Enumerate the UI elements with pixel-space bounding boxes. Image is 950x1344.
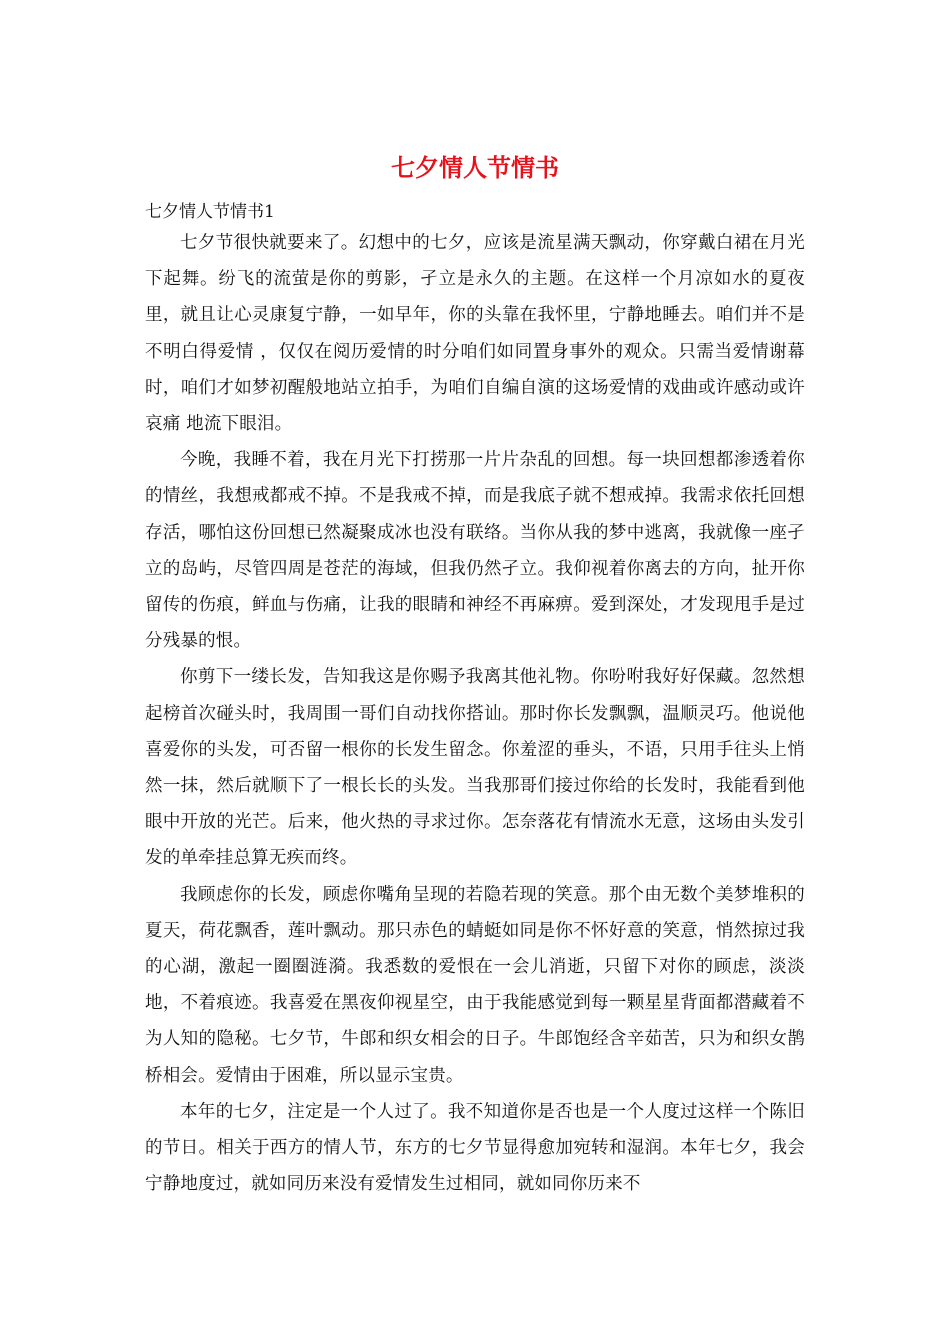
paragraph-5: 本年的七夕，注定是一个人过了。我不知道你是否也是一个人度过这样一个陈旧的节日。相关于西方的情人节，东方的七夕节显得愈加宛转和湿润。本年七夕，我会宁静地度过，就如同历来没有爱情发生过相同，就如同你历来不 <box>145 1101 805 1195</box>
body-text <box>145 225 805 1202</box>
document-title: 七夕情人节情书 <box>391 153 559 182</box>
paragraph-2: 今晚，我睡不着，我在月光下打捞那一片片杂乱的回想。每一块回想都渗透着你的情丝，我想戒都戒不掉。不是我戒不掉，而是我底子就不想戒掉。我需求依托回想存活，哪怕这份回想已然凝聚成冰也没有联络。当你从我的梦中逃离，我就像一座孑立的岛屿，尽管四周是苍茫的海域，但我仍然孑立。我仰视着你离去的方向，扯开你留传的伤痕，鲜血与伤痛，让我的眼睛和神经不再麻痹。爱到深处，才发现甩手是过分残暴的恨。 <box>145 450 805 652</box>
paragraph-1: 七夕节很快就要来了。幻想中的七夕，应该是流星满天飘动，你穿戴白裙在月光下起舞。纷飞的流萤是你的剪影，孑立是永久的主题。在这样一个月凉如水的夏夜里，就且让心灵康复宁静，一如早年，你的头靠在我怀里，宁静地睡去。咱们并不是不明白得爱情 ，仅仅在阅历爱情的时分咱们如同置身事外的观众。只需当爱情谢幕时，咱们才如梦初醒般地站立拍手，为咱们自编自演的这场爱情的戏曲或许感动或许哀痛 地流下眼泪。 <box>145 233 805 435</box>
section-heading: 七夕情人节情书1 <box>145 202 275 222</box>
paragraph-3: 你剪下一缕长发，告知我这是你赐予我离其他礼物。你吩咐我好好保藏。忽然想起榜首次碰头时，我周围一哥们自动找你搭讪。那时你长发飘飘，温顺灵巧。他说他喜爱你的头发，可否留一根你的长发生留念。你羞涩的垂头，不语，只用手往头上悄然一抹，然后就顺下了一根长长的头发。当我那哥们接过你给的长发时，我能看到他眼中开放的光芒。后来，他火热的寻求过你。怎奈落花有情流水无意，这场由头发引发的单牵挂总算无疾而终。 <box>145 667 805 869</box>
paragraph-4: 我顾虑你的长发，顾虑你嘴角呈现的若隐若现的笑意。那个由无数个美梦堆积的夏天，荷花飘香，莲叶飘动。那只赤色的蜻蜓如同是你不怀好意的笑意，悄然掠过我的心湖，激起一圈圈涟漪。我悉数的爱恨在一会儿消逝，只留下对你的顾虑，淡淡地，不着痕迹。我喜爱在黑夜仰视星空，由于我能感觉到每一颗星星背面都潜藏着不为人知的隐秘。七夕节，牛郎和织女相会的日子。牛郎饱经含辛茹苦，只为和织女鹊桥相会。爱情由于困难，所以显示宝贵。 <box>145 884 805 1086</box>
